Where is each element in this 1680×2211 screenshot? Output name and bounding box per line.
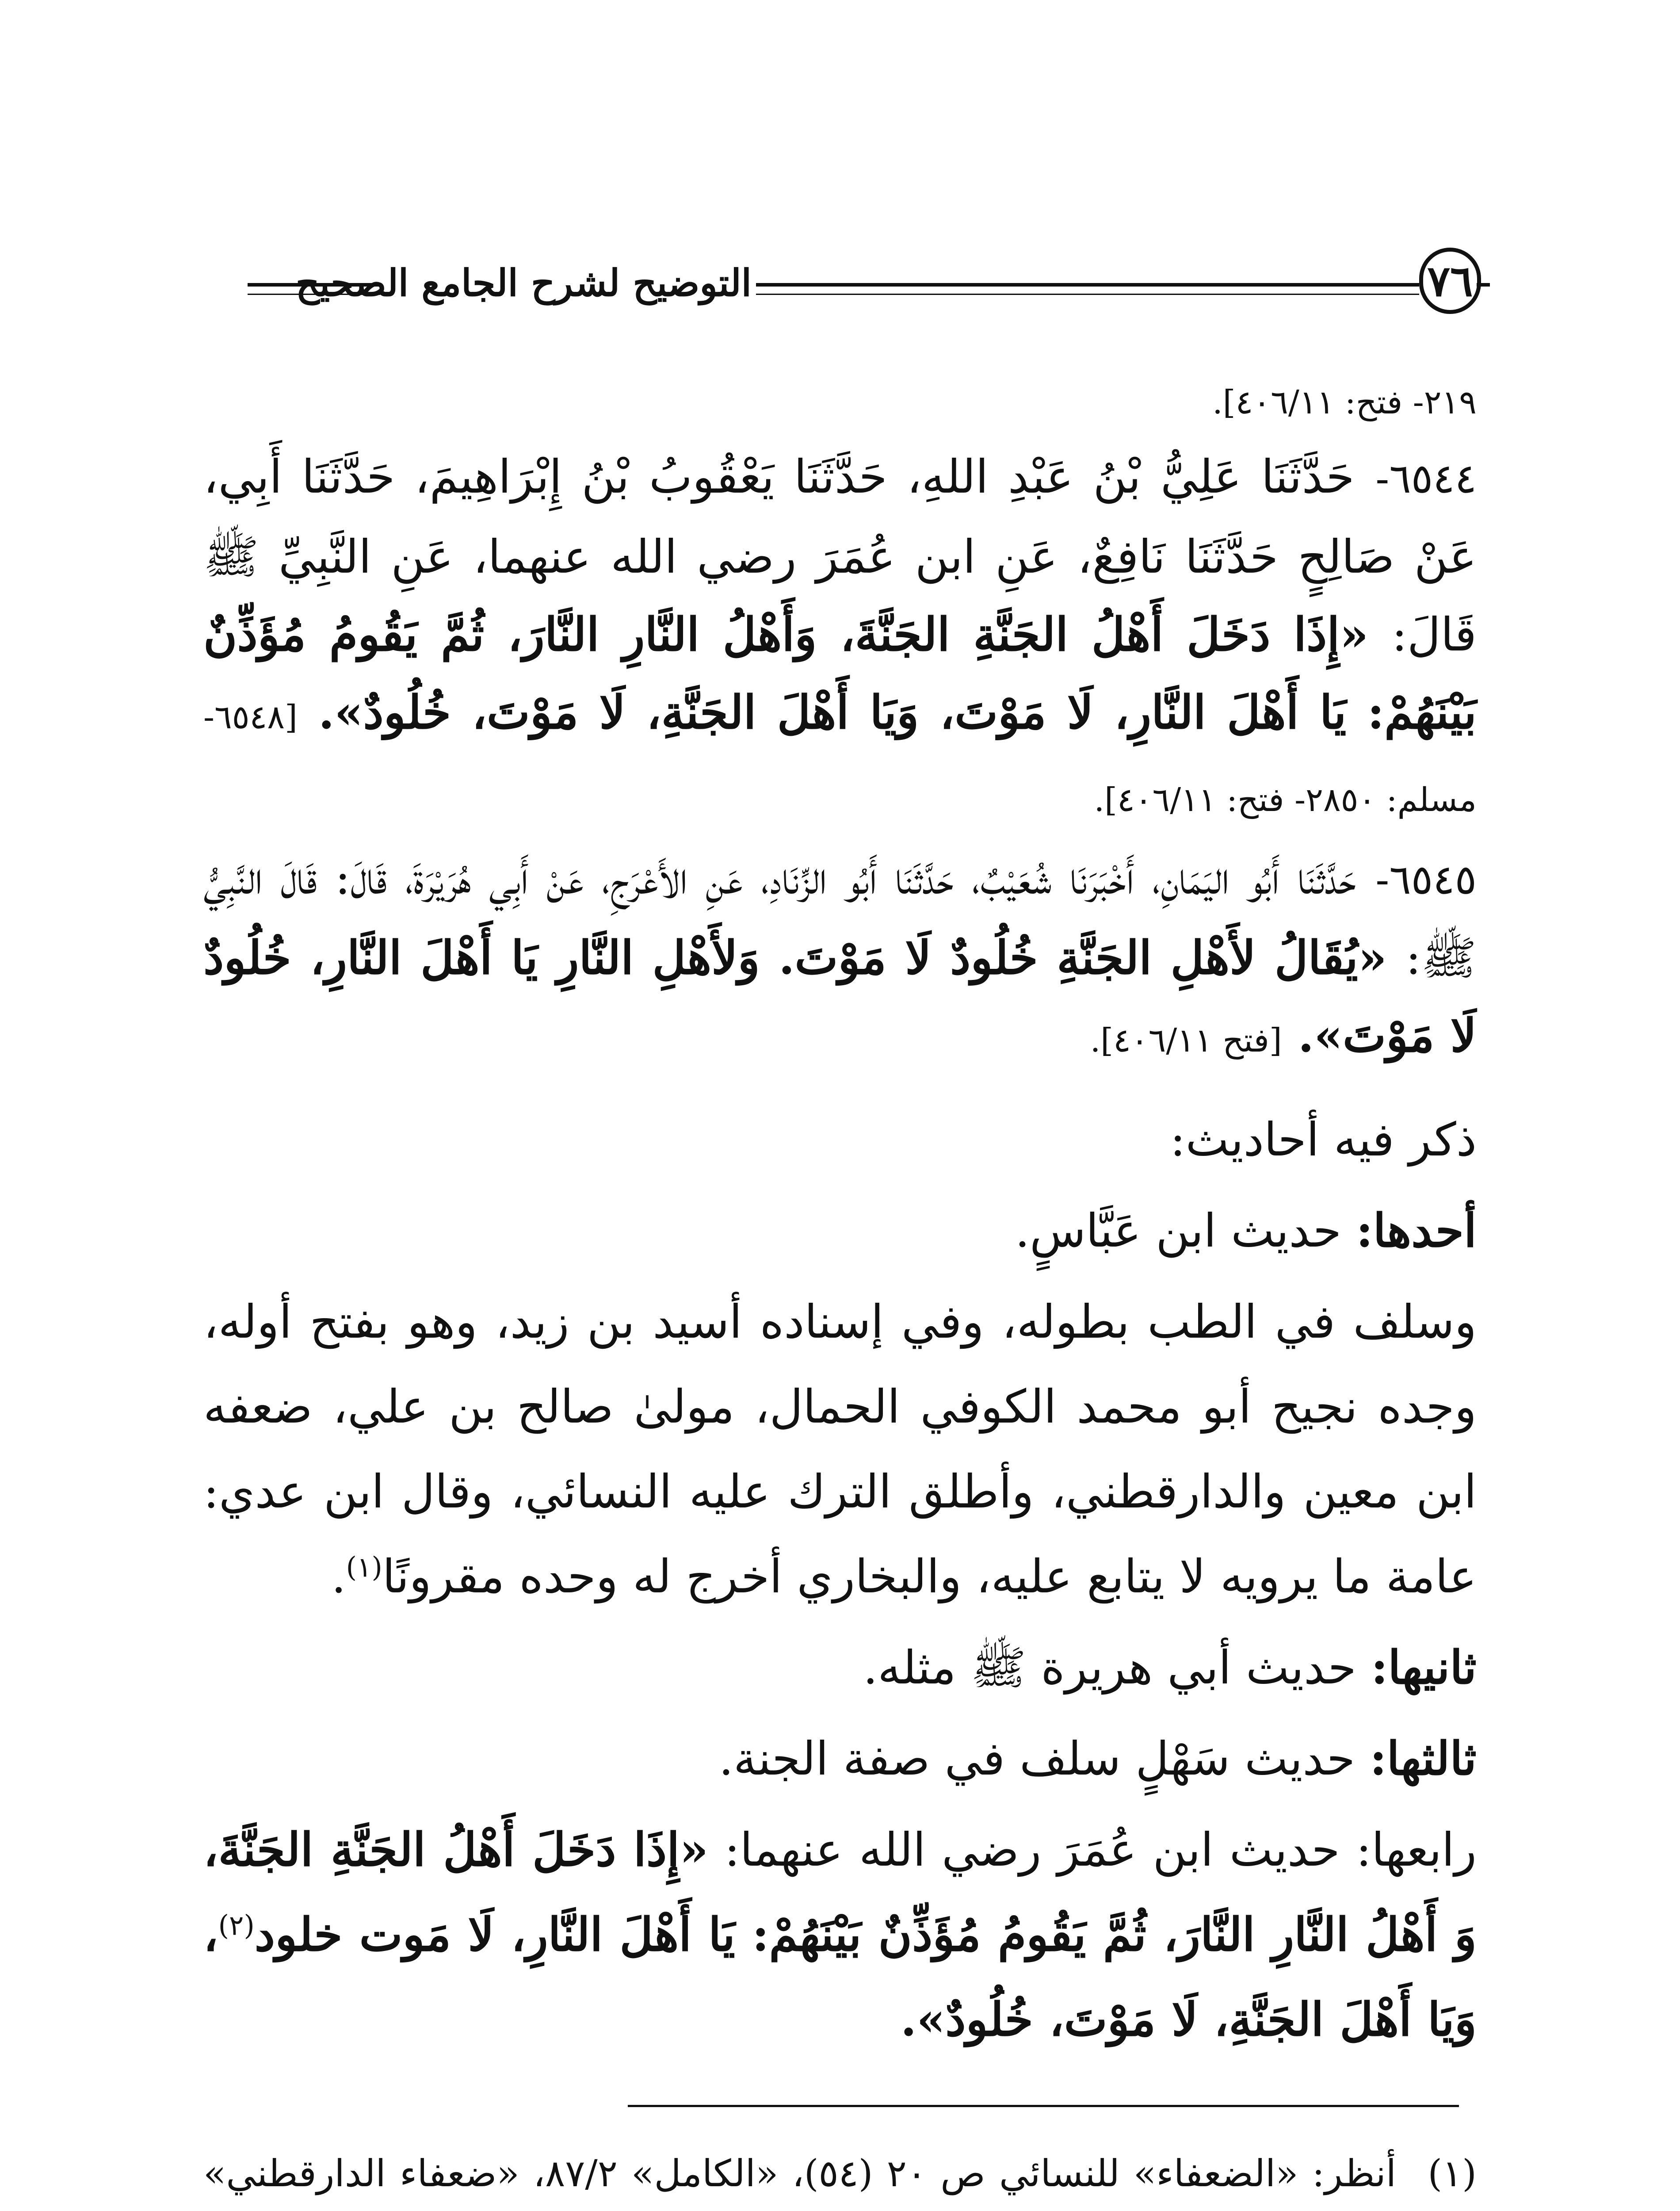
footnotes <box>203 2140 1477 2211</box>
header-rule-middle <box>756 283 1419 287</box>
commentary-paragraph <box>203 1279 1477 1619</box>
hadith-6545 <box>203 839 1477 1079</box>
hadith-text: «يُقَالُ لأَهْلِ الجَنَّةِ خُلُودٌ لَا مَوْتَ. وَلأَهْلِ النَّارِ يَا أَهْلَ النَّارِ، خُلُودٌ لَا مَوْتَ». <box>203 930 1477 1063</box>
quoted-hadith-end: ، وَيَا أَهْلَ الجَنَّةِ، لَا مَوْتَ، خُلُودٌ». <box>203 1907 1477 2047</box>
footnote-number: (١) <box>1428 2152 1477 2195</box>
commentary-first <box>203 1188 1477 1273</box>
footnote-1 <box>203 2140 1477 2211</box>
hadith-number: ٦٥٤٥- <box>1375 856 1477 903</box>
commentary-intro: ذكر فيه أحاديث: <box>1170 1113 1477 1167</box>
paragraph-text: وسلف في الطب بطوله، وفي إسناده أسيد بن زيد، وهو بفتح أوله، وجده نجيح أبو محمد الكوفي الحمال، مولىٰ صالح بن علي، ضعفه ابن معين والدارقطني، وأطلق الترك عليه النسائي، وقال ابن عدي: عامة ما يرويه لا يتابع عليه، والبخاري أخرج له وحده مقرونًا <box>203 1295 1477 1603</box>
section-label: ثالثها: <box>1370 1731 1477 1786</box>
footnote-marker: (١) <box>346 1551 382 1584</box>
hadith-citation: [٦٥٤٨- مسلم: ٢٨٥٠- فتح: ٤٠٦/١١]. <box>203 698 1477 819</box>
previous-reference: ٢١٩- فتح: ٤٠٦/١١]. <box>1212 383 1477 421</box>
footnote-marker: (٢) <box>218 1909 255 1942</box>
hadith-chain: حَدَّثَنَا عَلِيُّ بْنُ عَبْدِ اللهِ، حَدَّثَنَا يَعْقُوبُ بْنُ إِبْرَاهِيمَ، حَدَّثَنَا أَبِي، عَنْ صَالِحٍ حَدَّثَنَا نَافِعٌ، عَنِ ابن عُمَرَ رضي الله عنهما، عَنِ النَّبِيِّ ﷺ قَالَ: <box>203 450 1477 662</box>
section-label: أحدها: <box>1356 1203 1477 1258</box>
section-text: حديث سَهْلٍ سلف في صفة الجنة. <box>718 1732 1355 1786</box>
header-rule-middle-thin <box>756 294 1419 295</box>
main-text <box>203 371 1477 2068</box>
hadith-6544 <box>203 438 1477 839</box>
header-rule-right <box>1477 283 1490 287</box>
section-text: حديث ابن عُمَرَ رضي الله عنهما: <box>724 1823 1340 1877</box>
commentary-third <box>203 1716 1477 1801</box>
book-title: التوضيح لشرح الجامع الصحيح <box>295 261 752 305</box>
section-label: ثانيها: <box>1371 1640 1477 1695</box>
section-label: رابعها: <box>1356 1823 1477 1877</box>
hadith-citation: [فتح ٤٠٦/١١]. <box>1090 1021 1282 1060</box>
hadith-chain: حَدَّثَنَا أَبُو اليَمَانِ، أَخْبَرَنَا شُعَيْبٌ، حَدَّثَنَا أَبُو الزِّنَادِ، عَنِ الأَعْرَجِ، عَنْ أَبِي هُرَيْرَةَ، قَالَ: قَالَ النَّبِيُّ ﷺ: <box>203 851 1477 985</box>
commentary-second <box>203 1625 1477 1710</box>
paragraph-end: . <box>331 1549 346 1603</box>
footnote-text: أنظر: «الضعفاء» للنسائي ص ٢٠ (٥٤)، «الكامل» ٨٧/٢، «ضعفاء الدارقطني» <box>203 2152 1397 2195</box>
commentary-fourth <box>203 1807 1477 2062</box>
page-number: ٧٦ <box>1419 248 1481 314</box>
running-header <box>248 256 1490 327</box>
quoted-hadith: «إِذَا دَخَلَ أَهْلُ الجَنَّةِ الجَنَّةَ، وَ أَهْلُ النَّارِ النَّارَ، ثُمَّ يَقُومُ مُؤَذِّنٌ بَيْنَهُمْ: يَا أَهْلَ النَّارِ، لَا مَوت خلود <box>203 1822 1477 1962</box>
hadith-number: ٦٥٤٤- <box>1375 455 1477 502</box>
hadith-text: «إِذَا دَخَلَ أَهْلُ الجَنَّةِ الجَنَّةَ، وَأَهْلُ النَّارِ النَّارَ، ثُمَّ يَقُومُ مُؤَذِّنٌ بَيْنَهُمْ: يَا أَهْلَ النَّارِ، لَا مَوْتَ، وَيَا أَهْلَ الجَنَّةِ، لَا مَوْتَ، خُلُودٌ». <box>203 607 1477 739</box>
section-text: حديث أبي هريرة ﷺ مثله. <box>863 1641 1356 1695</box>
footnote-separator <box>628 2105 1459 2107</box>
section-text: حديث ابن عَبَّاسٍ. <box>1015 1204 1342 1258</box>
